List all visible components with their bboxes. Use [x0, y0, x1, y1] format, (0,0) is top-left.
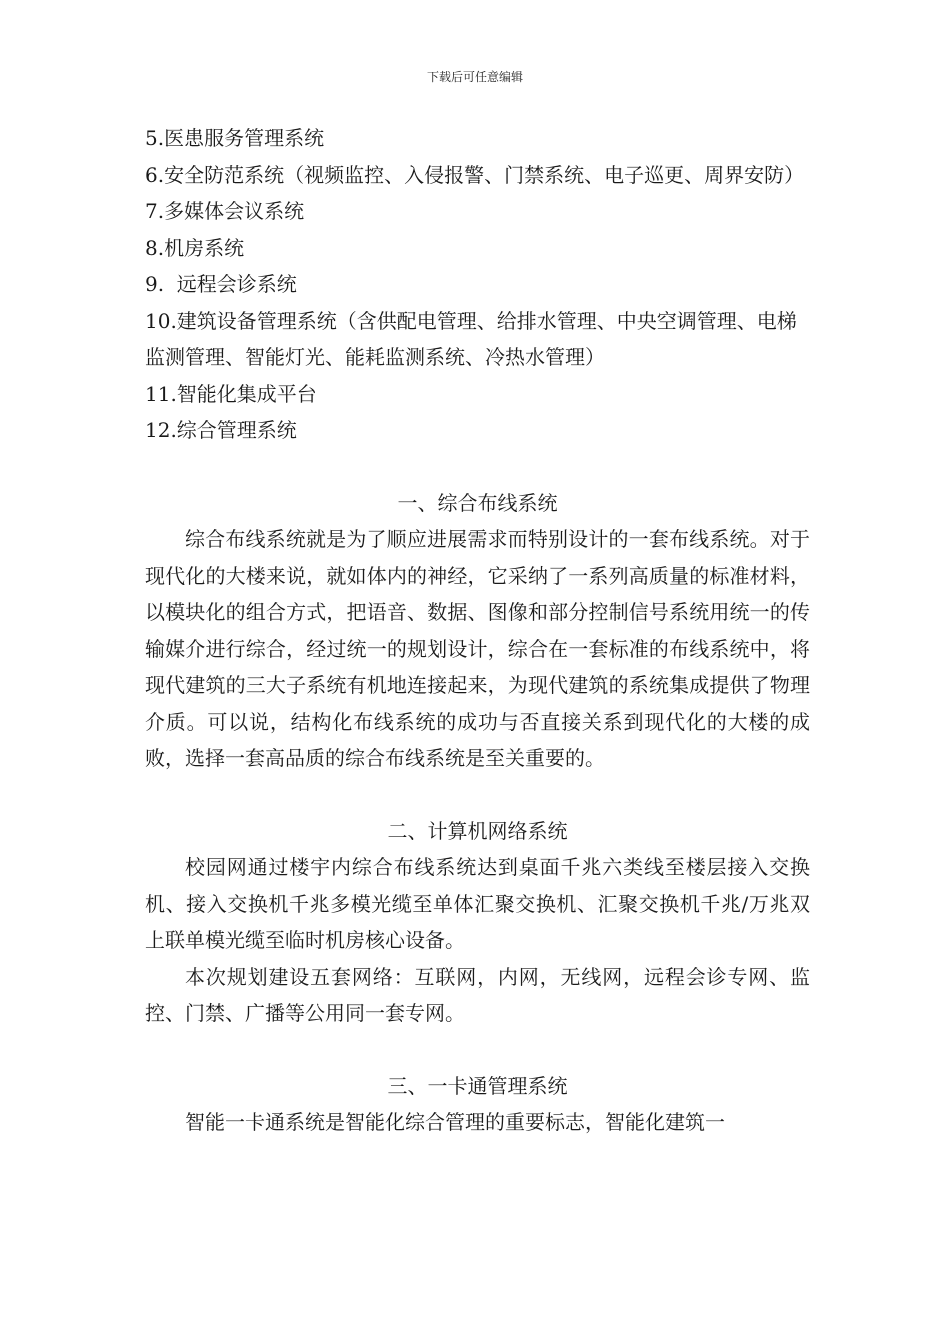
- section-title: 三、一卡通管理系统: [387, 1073, 568, 1098]
- system-list: [145, 120, 810, 449]
- section-paragraph: 校园网通过楼宇内综合布线系统达到桌面千兆六类线至楼层接入交换机、接入交换机千兆多模光缆至单体汇聚交换机、汇聚交换机千兆/万兆双上联单模光缆至临时机房核心设备。: [145, 855, 810, 952]
- section-paragraph: 本次规划建设五套网络：互联网，内网，无线网，远程会诊专网、监控、门禁、广播等公用同一套专网。: [145, 964, 810, 1025]
- list-item: 7.多媒体会议系统: [145, 199, 305, 223]
- list-item: 11.智能化集成平台: [145, 381, 317, 406]
- section-network: [145, 813, 810, 1032]
- section-title: 二、计算机网络系统: [387, 818, 568, 843]
- list-item: 9. 远程会诊系统: [145, 272, 297, 296]
- document-body: [145, 120, 810, 1141]
- section-card-system: [145, 1068, 810, 1141]
- page-header-note: 下载后可任意编辑: [426, 70, 523, 84]
- list-item: 8.机房系统: [145, 235, 245, 260]
- section-paragraph: 智能一卡通系统是智能化综合管理的重要标志，智能化建筑一: [185, 1110, 725, 1134]
- section-paragraph: 综合布线系统就是为了顺应进展需求而特别设计的一套布线系统。对于现代化的大楼来说，就如体内的神经，它采纳了一系列高质量的标准材料，以模块化的组合方式，把语音、数据、图像和部分控制信号系统用统一的传输媒介进行综合，经过统一的规划设计，综合在一套标准的布线系统中，将现代建筑的三大子系统有机地连接起来，为现代建筑的系统集成提供了物理介质。可以说，结构化布线系统的成功与否直接关系到现代化的大楼的成败，选择一套高品质的综合布线系统是至关重要的。: [145, 527, 810, 770]
- list-item: 5.医患服务管理系统: [145, 126, 325, 150]
- list-item: 10.建筑设备管理系统（含供配电管理、给排水管理、中央空调管理、电梯监测管理、智能灯光、能耗监测系统、冷热水管理）: [145, 308, 797, 369]
- list-item: 6.安全防范系统（视频监控、入侵报警、门禁系统、电子巡更、周界安防）: [145, 162, 805, 187]
- section-cabling: [145, 485, 810, 777]
- list-item: 12.综合管理系统: [145, 418, 297, 442]
- section-title: 一、综合布线系统: [397, 490, 558, 515]
